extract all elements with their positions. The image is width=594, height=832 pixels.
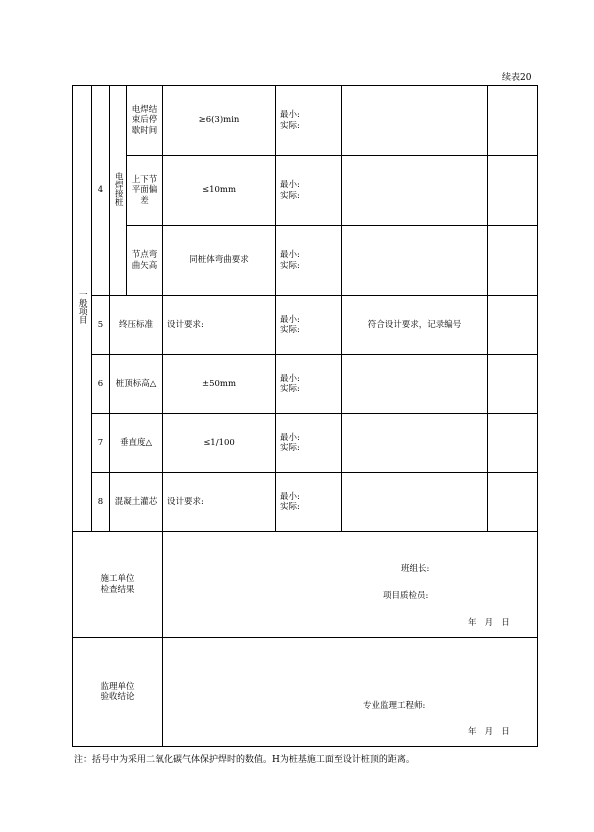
actual-label: 实际: [280,120,300,131]
row-7-measure [276,414,342,473]
row-4-sub-3-measure [276,226,342,296]
row-5-extra[interactable] [488,296,538,355]
row-7-result[interactable] [342,414,488,473]
construction-date-label: 年 月 日 [468,618,510,628]
row-5-name: 终压标准 [110,296,163,355]
actual-label: 实际: [280,443,300,453]
team-leader-label: 班组长: [401,564,430,574]
min-label: 最小: [280,314,300,325]
row-4-sub-2-measure [276,156,342,226]
general-items-label: 一般项目 [77,289,88,324]
row-4-sub-1-measure [276,86,342,156]
actual-label: 实际: [280,384,300,394]
min-label: 最小: [280,432,300,443]
quality-inspector-label: 项目质检员: [383,591,429,601]
row-8-extra[interactable] [488,473,538,532]
construction-signoff-area [163,532,537,637]
row-4-sub-1-result[interactable] [342,86,488,156]
supervision-unit-label-1: 监理单位 [100,681,135,692]
min-label: 最小: [280,110,300,121]
general-items-cell [73,86,92,532]
row-8-no: 8 [92,473,110,532]
row-4-sub-2-result[interactable] [342,156,488,226]
inspection-form-table [72,85,538,747]
row-4-name: 电焊接桩 [113,171,124,206]
row-6-result[interactable] [342,355,488,414]
row-6-req: ±50mm [163,355,276,414]
row-7-req: ≤1/100 [163,414,276,473]
continue-table-label: 续表20 [502,73,532,83]
row-4-sub-2-extra[interactable] [488,156,538,226]
row-4-sub-2-name: 上下节平面偏差 [127,156,163,226]
row-7-extra[interactable] [488,414,538,473]
row-7-no: 7 [92,414,110,473]
row-8-result[interactable] [342,473,488,532]
row-5-measure [276,296,342,355]
row-4-no: 4 [92,86,110,296]
supervision-unit-label-cell [73,638,163,747]
construction-unit-label-cell [73,532,163,638]
row-7-name: 垂直度△ [110,414,163,473]
min-label: 最小: [280,491,300,502]
row-5-result: 符合设计要求，记录编号 [342,296,488,355]
row-4-sub-3-result[interactable] [342,226,488,296]
row-4-sub-3-req: 同桩体弯曲要求 [163,226,276,296]
row-5-no: 5 [92,296,110,355]
row-4-sub-3-name: 节点弯曲矢高 [127,226,163,296]
actual-label: 实际: [280,325,300,335]
actual-label: 实际: [280,190,300,201]
actual-label: 实际: [280,260,300,271]
supervision-signoff-area [163,638,537,746]
construction-unit-label-2: 检查结果 [100,584,135,595]
min-label: 最小: [280,180,300,191]
row-6-name: 桩顶标高△ [110,355,163,414]
actual-label: 实际: [280,502,300,512]
supervision-signoff-cell[interactable] [163,638,538,747]
row-8-measure [276,473,342,532]
row-4-sub-1-req: ≥6(3)min [163,86,276,156]
row-6-no: 6 [92,355,110,414]
supervision-date-label: 年 月 日 [468,727,510,737]
construction-signoff-cell[interactable] [163,532,538,638]
footnote: 注：括号中为采用二氧化碳气体保护焊时的数值。H为桩基施工面至设计桩顶的距离。 [74,755,415,765]
row-6-extra[interactable] [488,355,538,414]
supervising-engineer-label: 专业监理工程师: [363,701,426,711]
row-4-sub-2-req: ≤10mm [163,156,276,226]
row-8-name: 混凝土灌芯 [110,473,163,532]
row-8-req: 设计要求: [163,473,276,532]
row-4-sub-1-extra[interactable] [488,86,538,156]
row-5-req: 设计要求: [163,296,276,355]
row-4-sub-1-name: 电焊结束后停歇时间 [127,86,163,156]
row-6-measure [276,355,342,414]
row-4-sub-3-extra[interactable] [488,226,538,296]
construction-unit-label-1: 施工单位 [100,574,135,585]
min-label: 最小: [280,250,300,261]
row-4-name-cell [110,86,127,296]
supervision-unit-label-2: 验收结论 [100,692,135,702]
min-label: 最小: [280,373,300,384]
